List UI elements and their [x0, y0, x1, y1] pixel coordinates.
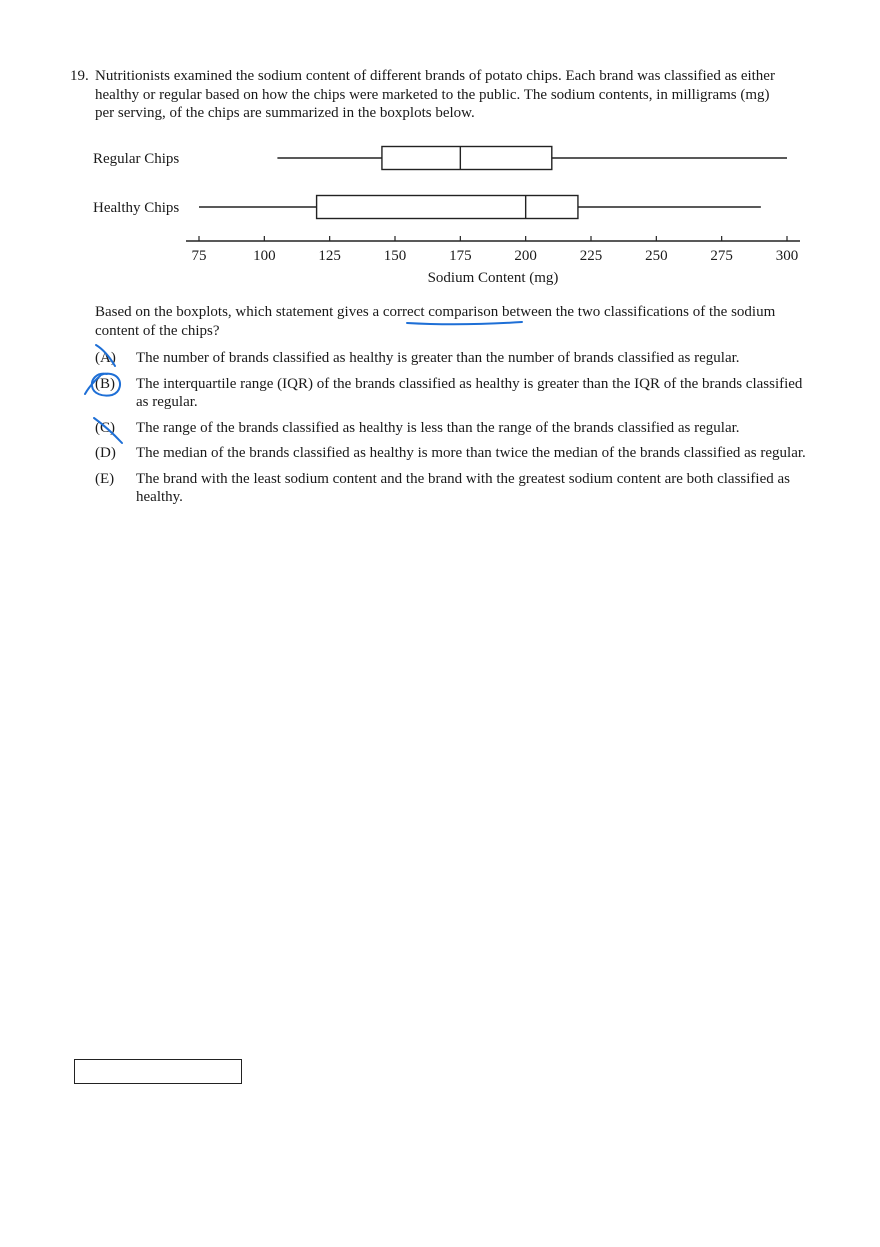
option-b-letter: (B) — [95, 375, 115, 392]
boxplot-chart — [0, 140, 880, 300]
answer-options — [95, 349, 815, 514]
question-number: 19. — [70, 68, 89, 84]
healthy-chips-label: Healthy Chips — [93, 200, 180, 216]
option-d-text: The median of the brands classified as healthy is more than twice the median of the brands classified as regular. — [136, 445, 806, 461]
option-b[interactable] — [95, 375, 815, 412]
answer-box[interactable] — [74, 1059, 242, 1084]
x-tick-label-125: 125 — [318, 248, 341, 264]
option-e-text: The brand with the least sodium content and the brand with the greatest sodium content are both classified as healthy. — [136, 470, 790, 505]
option-c-letter: (C) — [95, 419, 115, 436]
question-stem — [70, 67, 790, 123]
option-e[interactable] — [95, 470, 815, 507]
x-tick-label-250: 250 — [645, 248, 668, 264]
x-tick-label-75: 75 — [191, 248, 207, 264]
option-d[interactable] — [95, 444, 815, 463]
option-e-letter: (E) — [95, 470, 115, 487]
x-axis-label: Sodium Content (mg) — [427, 270, 559, 286]
option-d-letter: (D) — [95, 445, 116, 461]
option-c-text: The range of the brands classified as healthy is less than the range of the brands classified as regular. — [136, 419, 740, 436]
x-tick-label-200: 200 — [514, 248, 537, 264]
option-c[interactable] — [95, 419, 815, 438]
question-stem-text: Nutritionists examined the sodium content of different brands of potato chips. Each brand was classified as either healthy or regular based on how the chips were marketed to the public. The sodium contents, in milligrams (mg) per serving, of the chips are summarized in the boxplots below. — [95, 68, 775, 121]
x-tick-label-100: 100 — [253, 248, 276, 264]
option-a[interactable] — [95, 349, 815, 368]
healthy-chips-box — [317, 196, 578, 219]
option-a-text: The number of brands classified as healthy is greater than the number of brands classified as regular. — [136, 350, 740, 366]
x-tick-label-175: 175 — [449, 248, 472, 264]
option-a-letter: (A) — [95, 350, 116, 366]
regular-chips-box — [382, 147, 552, 170]
x-tick-label-300: 300 — [775, 248, 799, 264]
x-tick-label-225: 225 — [579, 248, 603, 264]
option-b-text: The interquartile range (IQR) of the brands classified as healthy is greater than the IQR of the brands classified as regular. — [136, 375, 803, 410]
prompt-text: Based on the boxplots, which statement gives a correct comparison between the two classifications of the sodium content of the chips? — [95, 304, 776, 339]
regular-chips-label: Regular Chips — [93, 151, 180, 167]
question-prompt — [95, 303, 795, 340]
x-tick-label-150: 150 — [383, 248, 407, 264]
x-tick-label-275: 275 — [710, 248, 733, 264]
